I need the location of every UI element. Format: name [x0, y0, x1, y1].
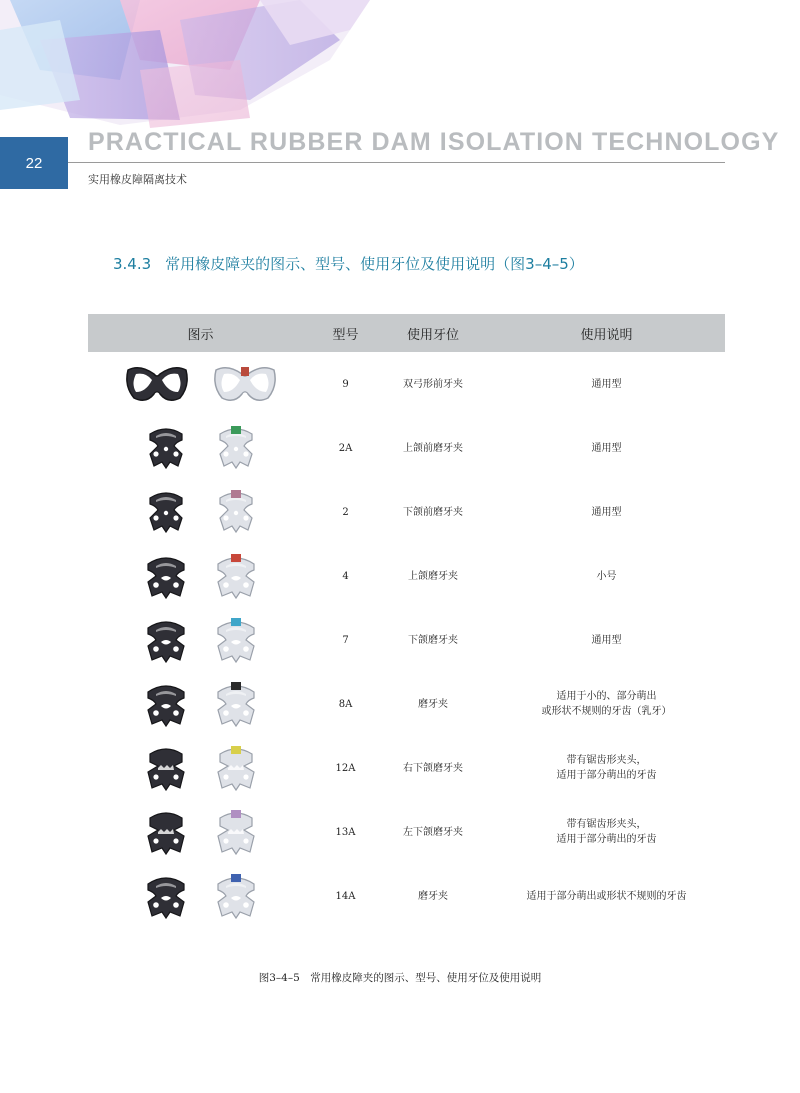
clamp-illustration-cell: [88, 736, 313, 800]
clamp-model: 4: [342, 570, 349, 582]
clamp-dark-illustration: [142, 872, 190, 920]
clamp-dark-illustration: [142, 616, 190, 664]
table-row: [88, 672, 725, 736]
clamp-tooth-position: 磨牙夹: [418, 698, 448, 710]
clamp-model: 2A: [338, 442, 353, 454]
clamp-usage: 适用于部分萌出或形状不规则的牙齿: [526, 890, 687, 902]
clamp-illustration-cell: [88, 544, 313, 608]
clamp-usage: 适用于小的、部分萌出 或形状不规则的牙齿（乳牙）: [541, 691, 672, 717]
clamp-metal-illustration: [212, 616, 260, 664]
clamp-illustration-cell: [88, 352, 313, 416]
column-header-usage: 使用说明: [488, 314, 725, 352]
clamp-tooth-position: 右下颌磨牙夹: [403, 762, 463, 774]
clamp-metal-illustration: [212, 424, 260, 472]
clamp-dark-illustration: [142, 808, 190, 856]
clamp-tooth-position: 磨牙夹: [418, 890, 448, 902]
clamp-dark-illustration: [142, 744, 190, 792]
clamp-dark-illustration: [142, 552, 190, 600]
clamp-metal-illustration: [212, 744, 260, 792]
clamp-usage: 带有锯齿形夹头， 适用于部分萌出的牙齿: [556, 755, 657, 781]
clamp-model: 14A: [335, 890, 356, 902]
table-row: [88, 608, 725, 672]
clamp-usage: 通用型: [591, 442, 622, 454]
clamp-dark-illustration: [124, 364, 190, 404]
table-header-row: [88, 314, 725, 352]
clamp-model: 12A: [335, 762, 356, 774]
clamp-metal-illustration: [212, 680, 260, 728]
clamp-tooth-position: 上颌前磨牙夹: [403, 442, 463, 454]
clamp-metal-illustration: [212, 364, 278, 404]
table-row: [88, 544, 725, 608]
header-rule: [68, 162, 725, 163]
header-decoration: [0, 0, 370, 135]
running-subtitle: 实用橡皮障隔离技术: [88, 173, 187, 186]
clamp-tooth-position: 双弓形前牙夹: [403, 378, 463, 390]
section-title: 常用橡皮障夹的图示、型号、使用牙位及使用说明（图3–4–5）: [165, 255, 584, 273]
clamp-illustration-cell: [88, 672, 313, 736]
table-row: [88, 480, 725, 544]
table-row: [88, 736, 725, 800]
clamp-model: 13A: [335, 826, 356, 838]
clamp-illustration-cell: [88, 608, 313, 672]
column-header-illustration: 图示: [88, 314, 313, 352]
table-row: [88, 416, 725, 480]
clamp-tooth-position: 下颌磨牙夹: [408, 634, 458, 646]
clamp-metal-illustration: [212, 552, 260, 600]
clamp-tooth-position: 左下颌磨牙夹: [403, 826, 463, 838]
clamp-model: 2: [342, 506, 349, 518]
clamp-metal-illustration: [212, 488, 260, 536]
clamp-usage: 通用型: [591, 378, 622, 390]
running-title: PRACTICAL RUBBER DAM ISOLATION TECHNOLOGY: [88, 128, 780, 156]
section-number: 3.4.3: [113, 255, 152, 273]
clamp-dark-illustration: [142, 424, 190, 472]
clamp-dark-illustration: [142, 680, 190, 728]
clamp-usage: 带有锯齿形夹头， 适用于部分萌出的牙齿: [556, 819, 657, 845]
clamp-metal-illustration: [212, 808, 260, 856]
clamp-illustration-cell: [88, 864, 313, 928]
clamp-tooth-position: 上颌磨牙夹: [408, 570, 458, 582]
page-number: 22: [0, 137, 68, 189]
clamp-illustration-cell: [88, 800, 313, 864]
clamp-tooth-position: 下颌前磨牙夹: [403, 506, 463, 518]
clamp-dark-illustration: [142, 488, 190, 536]
clamp-model: 7: [342, 634, 349, 646]
clamp-metal-illustration: [212, 872, 260, 920]
clamp-usage: 通用型: [591, 506, 622, 518]
clamp-illustration-cell: [88, 416, 313, 480]
clamp-usage: 小号: [596, 570, 617, 582]
clamp-illustration-cell: [88, 480, 313, 544]
clamp-usage: 通用型: [591, 634, 622, 646]
column-header-tooth-position: 使用牙位: [378, 314, 488, 352]
clamp-model: 8A: [338, 698, 353, 710]
table-row: [88, 864, 725, 928]
section-heading: [113, 253, 584, 274]
table-row: [88, 800, 725, 864]
clamp-model: 9: [342, 378, 349, 390]
table-row: [88, 352, 725, 416]
figure-caption: 图3–4–5 常用橡皮障夹的图示、型号、使用牙位及使用说明: [258, 972, 542, 984]
clamp-table: [88, 314, 725, 928]
column-header-model: 型号: [313, 314, 378, 352]
